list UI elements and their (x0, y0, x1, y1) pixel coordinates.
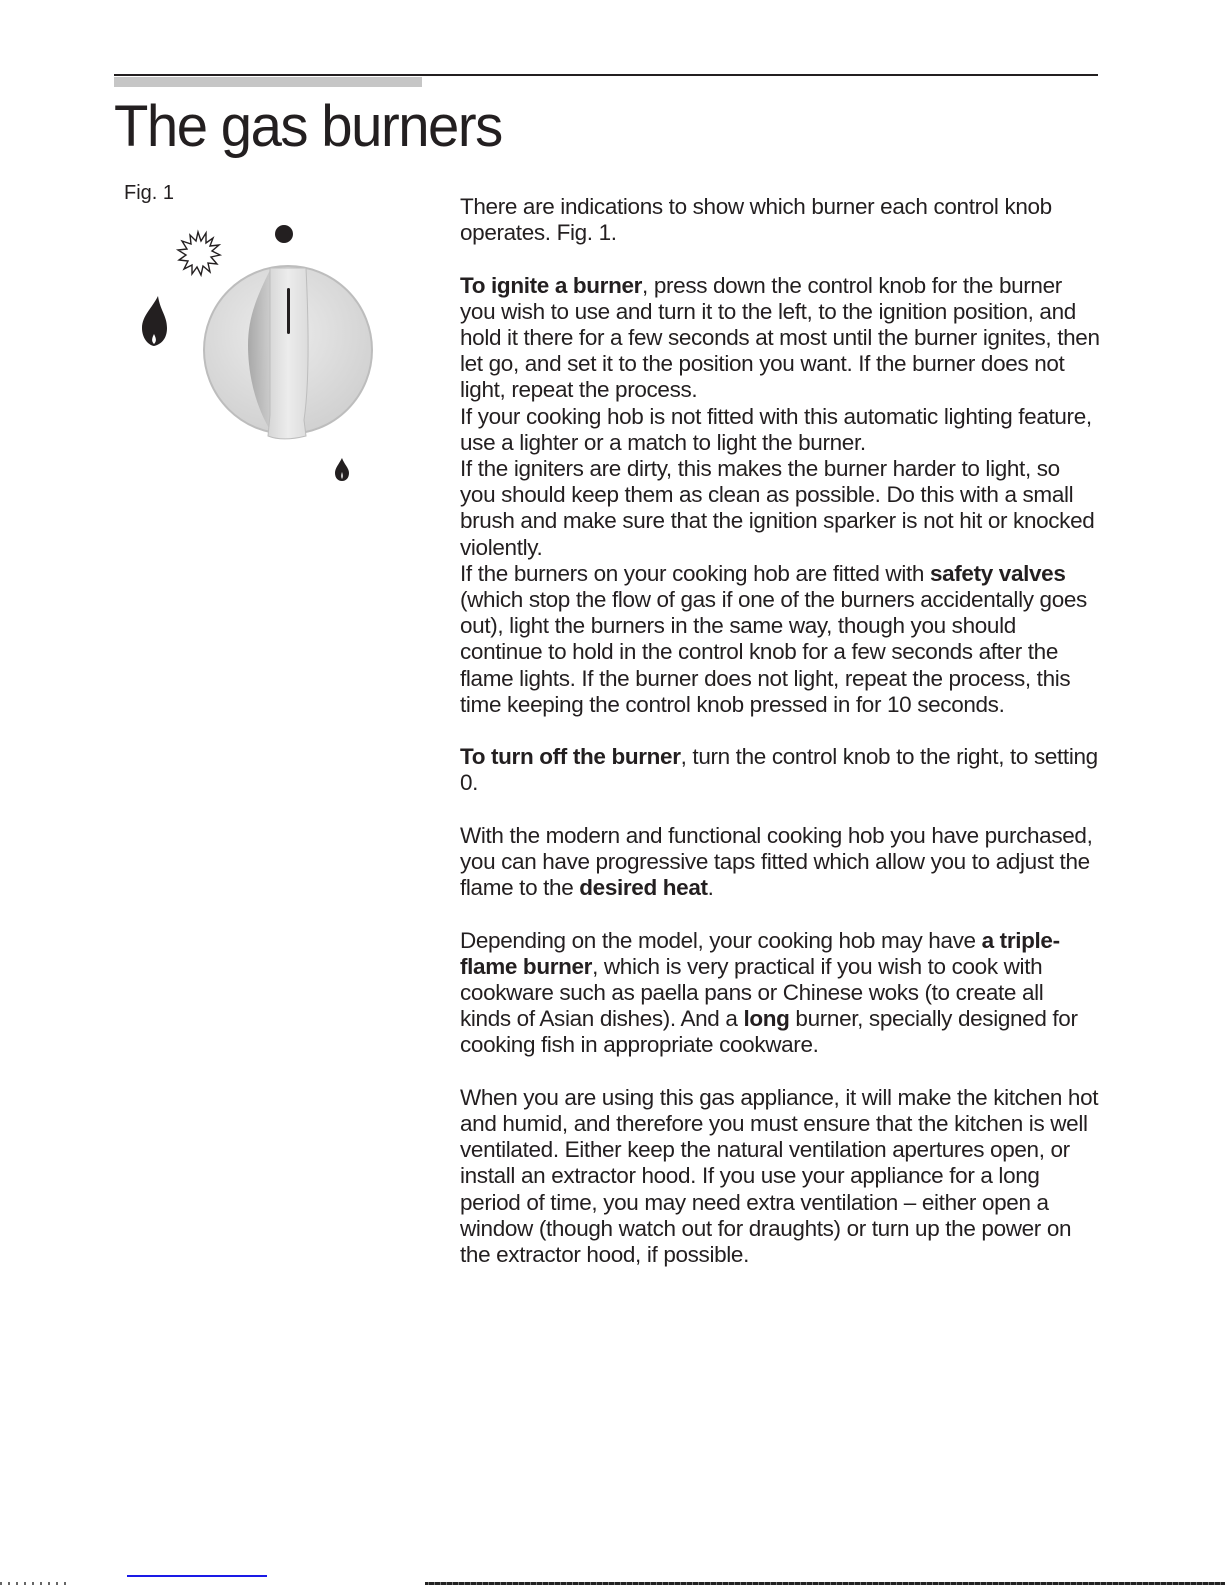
off-position-dot-icon (275, 225, 293, 243)
paragraph (460, 1085, 1100, 1268)
bold-term: long (743, 1006, 790, 1032)
bold-term: a triple-flame burner (460, 927, 1060, 979)
paragraph (460, 273, 1100, 404)
bold-term: desired heat (579, 875, 708, 901)
text-run: . (707, 875, 714, 901)
paragraph (460, 404, 1100, 456)
text-run: , press down the control knob for the burner you wish to use and turn it to the left, to the ignition position, and hold it there for a few seconds at most until the burner ignites, then let go, and set it to the position you want. If the burner does not light, repeat the process. (460, 272, 1100, 403)
page-title: The gas burners (114, 94, 502, 159)
paragraph (460, 194, 1100, 246)
paragraph (460, 561, 1100, 718)
text-run: When you are using this gas appliance, it will make the kitchen hot and humid, and therefore you must ensure that the kitchen is well ventilated. Either keep the natural ventilation apertures open, or install an extractor hood. If you use your appliance for a long period of time, you may need extra ventilation – either open a window (though watch out for draughts) or turn up the power on the extractor hood, if possible. (460, 1084, 1099, 1268)
bold-term: safety valves (929, 560, 1066, 586)
bold-term: To turn off the burner (460, 744, 681, 770)
hyperlink-underline[interactable] (127, 1575, 267, 1577)
text-run: If the igniters are dirty, this makes the burner harder to light, so you should keep them as clean as possible. Do this with a small brush and make sure that the ignition sparker is not hit or knocked violently. (460, 456, 1095, 560)
paragraph (460, 744, 1100, 796)
body-text (460, 194, 1100, 1294)
large-flame-icon (142, 296, 167, 346)
figure-label: Fig. 1 (124, 182, 175, 204)
ignition-spark-icon (178, 232, 220, 275)
text-run: If the burners on your cooking hob are fitted with (460, 560, 930, 586)
section-accent-bar (114, 77, 422, 87)
text-run: , which is very practical if you wish to cook with cookware such as paella pans or Chinese woks (to create all kinds of Asian dishes). And a (460, 953, 1044, 1032)
text-run: With the modern and functional cooking hob you have purchased, you can have progressive taps fitted which allow you to adjust the flame to the (460, 822, 1093, 901)
control-knob (204, 266, 372, 439)
text-run: , turn the control knob to the right, to setting 0. (460, 744, 1098, 796)
knob-indicator-line (287, 288, 290, 334)
paragraph (460, 823, 1100, 902)
text-run: If your cooking hob is not fitted with this automatic lighting feature, use a lighter or a match to light the burner. (460, 403, 1092, 455)
bold-term: To ignite a burner (460, 272, 643, 298)
small-flame-icon (335, 458, 349, 481)
text-run: burner, specially designed for cooking fish in appropriate cookware. (460, 1006, 1078, 1058)
figure-1-control-knob-diagram (130, 210, 390, 500)
text-run: (which stop the flow of gas if one of the burners accidentally goes out), light the burners in the same way, though you should continue to hold in the control knob for a few seconds after the flame lights. If the burner does not light, repeat the process, this time keeping the control knob pressed in for 10 seconds. (460, 587, 1087, 717)
paragraph (460, 928, 1100, 1059)
text-run: There are indications to show which burner each control knob operates. Fig. 1. (460, 194, 1052, 246)
paragraph (460, 456, 1100, 561)
text-run: Depending on the model, your cooking hob may have (460, 927, 982, 953)
header-rule (114, 74, 1098, 76)
